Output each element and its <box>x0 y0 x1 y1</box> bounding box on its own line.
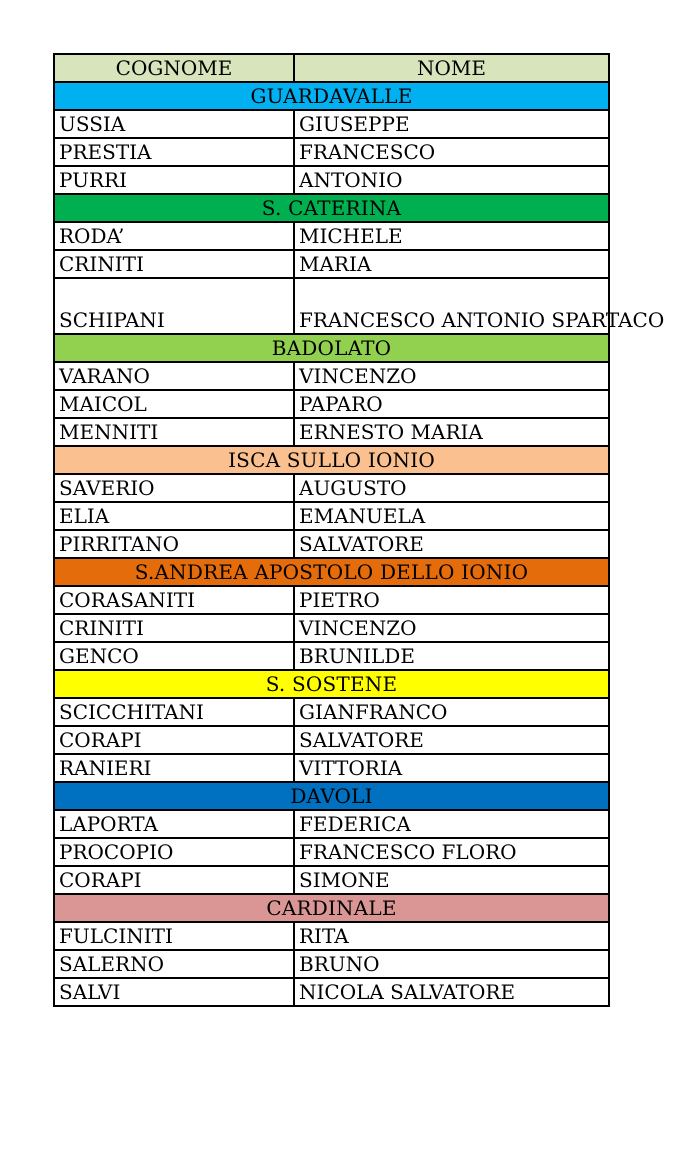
name-cell: FEDERICA <box>294 810 609 838</box>
name-cell: VINCENZO <box>294 614 609 642</box>
name-cell: AUGUSTO <box>294 474 609 502</box>
header-row <box>54 54 609 82</box>
table-row <box>54 866 609 894</box>
surname-cell: CRINITI <box>54 614 294 642</box>
table-row <box>54 418 609 446</box>
table-row <box>54 698 609 726</box>
surname-cell: CORAPI <box>54 866 294 894</box>
name-cell: PAPARO <box>294 390 609 418</box>
surname-cell: RANIERI <box>54 754 294 782</box>
surname-cell: FULCINITI <box>54 922 294 950</box>
name-cell: FRANCESCO <box>294 138 609 166</box>
table-row <box>54 530 609 558</box>
group-title: CARDINALE <box>54 894 609 922</box>
surname-cell: CORASANITI <box>54 586 294 614</box>
surname-cell: PIRRITANO <box>54 530 294 558</box>
name-cell: RITA <box>294 922 609 950</box>
surname-cell: MENNITI <box>54 418 294 446</box>
surname-cell: SCICCHITANI <box>54 698 294 726</box>
name-cell: BRUNILDE <box>294 642 609 670</box>
name-cell: VITTORIA <box>294 754 609 782</box>
name-cell: ANTONIO <box>294 166 609 194</box>
group-header-row <box>54 782 609 810</box>
name-cell: EMANUELA <box>294 502 609 530</box>
group-header-row <box>54 446 609 474</box>
surname-cell: SALVI <box>54 978 294 1006</box>
table-row <box>54 586 609 614</box>
name-cell: VINCENZO <box>294 362 609 390</box>
name-cell: ERNESTO MARIA <box>294 418 609 446</box>
name-cell: SIMONE <box>294 866 609 894</box>
name-cell: SALVATORE <box>294 726 609 754</box>
group-title: S.ANDREA APOSTOLO DELLO IONIO <box>54 558 609 586</box>
table-row <box>54 950 609 978</box>
surname-cell: PURRI <box>54 166 294 194</box>
table-row <box>54 278 609 334</box>
roster-table <box>53 53 665 1007</box>
surname-cell: MAICOL <box>54 390 294 418</box>
surname-cell: CRINITI <box>54 250 294 278</box>
group-title: GUARDAVALLE <box>54 82 609 110</box>
surname-cell: LAPORTA <box>54 810 294 838</box>
name-cell: FRANCESCO FLORO <box>294 838 609 866</box>
surname-cell: USSIA <box>54 110 294 138</box>
surname-cell: PROCOPIO <box>54 838 294 866</box>
group-title: DAVOLI <box>54 782 609 810</box>
table-row <box>54 474 609 502</box>
table-row <box>54 978 609 1006</box>
name-cell: MICHELE <box>294 222 609 250</box>
group-title: S. SOSTENE <box>54 670 609 698</box>
surname-cell: SCHIPANI <box>54 278 294 334</box>
name-cell: GIUSEPPE <box>294 110 609 138</box>
surname-cell: ELIA <box>54 502 294 530</box>
table-row <box>54 810 609 838</box>
surname-cell: SAVERIO <box>54 474 294 502</box>
table-row <box>54 922 609 950</box>
group-header-row <box>54 334 609 362</box>
name-cell: BRUNO <box>294 950 609 978</box>
table-row <box>54 614 609 642</box>
table-row <box>54 362 609 390</box>
table-row <box>54 166 609 194</box>
group-header-row <box>54 558 609 586</box>
surname-cell: RODA’ <box>54 222 294 250</box>
group-header-row <box>54 194 609 222</box>
name-cell: NICOLA SALVATORE <box>294 978 609 1006</box>
table-row <box>54 642 609 670</box>
table-row <box>54 138 609 166</box>
group-title: S. CATERINA <box>54 194 609 222</box>
name-header: NOME <box>294 54 609 82</box>
name-cell: SALVATORE <box>294 530 609 558</box>
table-row <box>54 754 609 782</box>
table-row <box>54 390 609 418</box>
group-header-row <box>54 894 609 922</box>
table-row <box>54 222 609 250</box>
surname-cell: GENCO <box>54 642 294 670</box>
surname-cell: PRESTIA <box>54 138 294 166</box>
table-row <box>54 250 609 278</box>
surname-cell: SALERNO <box>54 950 294 978</box>
name-cell: PIETRO <box>294 586 609 614</box>
roster-body <box>54 82 665 1006</box>
group-title: BADOLATO <box>54 334 609 362</box>
table-row <box>54 502 609 530</box>
name-cell: GIANFRANCO <box>294 698 609 726</box>
surname-header: COGNOME <box>54 54 294 82</box>
name-cell: MARIA <box>294 250 609 278</box>
surname-cell: VARANO <box>54 362 294 390</box>
table-row <box>54 726 609 754</box>
name-cell: FRANCESCO ANTONIO SPARTACO <box>294 278 609 334</box>
surname-cell: CORAPI <box>54 726 294 754</box>
table-row <box>54 110 609 138</box>
table-row <box>54 838 609 866</box>
group-title: ISCA SULLO IONIO <box>54 446 609 474</box>
group-header-row <box>54 670 609 698</box>
group-header-row <box>54 82 609 110</box>
